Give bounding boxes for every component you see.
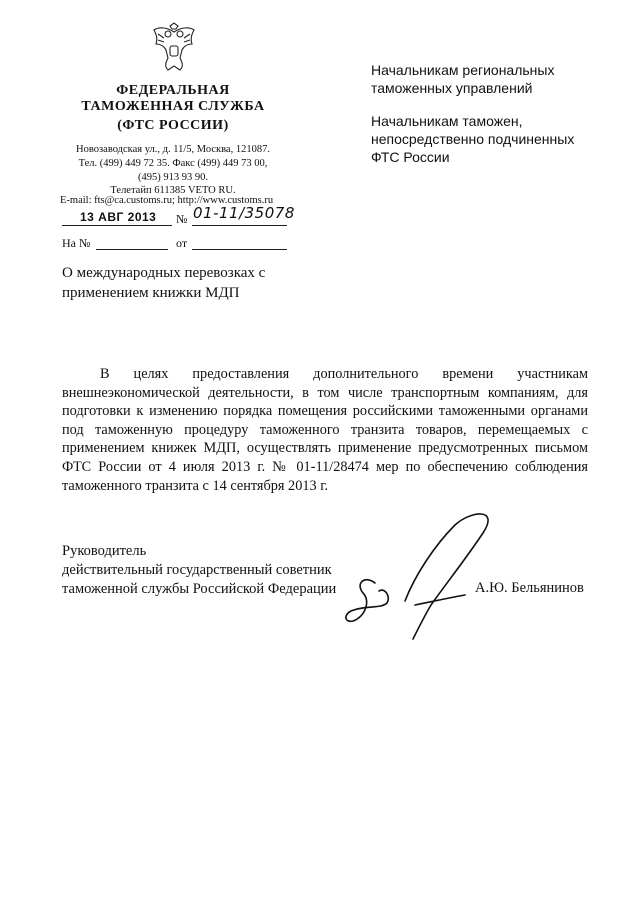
signatory-title-line2: действительный государственный советник <box>62 562 332 578</box>
double-headed-eagle-emblem-icon <box>150 22 198 74</box>
addressee-customs <box>371 112 574 166</box>
teletype-line: Телетайп 611385 VETO RU. <box>110 185 236 196</box>
subject-line1: О международных перевозках с <box>62 265 266 281</box>
addressee-regional <box>371 61 554 97</box>
registration-number: 01-11/35078 <box>193 204 295 222</box>
phone-line: Тел. (499) 449 72 35. Факс (499) 449 73 00, <box>78 158 268 169</box>
addressee-regional-line2: таможенных управлений <box>371 80 533 96</box>
org-name-line1: ФЕДЕРАЛЬНАЯ <box>116 83 230 98</box>
org-name-line2: ТАМОЖЕННАЯ СЛУЖБА <box>81 99 265 114</box>
handwritten-signature <box>335 505 510 645</box>
letter-body <box>62 365 588 495</box>
reply-number-line <box>96 249 168 250</box>
reply-date-line <box>192 249 287 250</box>
addressee-customs-line1: Начальникам таможен, <box>371 113 523 129</box>
registration-date-stamp: 13 АВГ 2013 <box>80 210 157 224</box>
signatory-title-line3: таможенной службы Российской Федерации <box>62 581 337 597</box>
email-web-line: E-mail: fts@ca.customs.ru; http://www.customs.ru <box>60 195 274 206</box>
letter-subject <box>62 263 322 303</box>
org-name-abbreviation: (ФТС РОССИИ) <box>117 118 229 133</box>
from-date-label: от <box>176 236 188 250</box>
signatory-title-line1: Руководитель <box>62 543 147 559</box>
addressee-regional-line1: Начальникам региональных <box>371 62 555 78</box>
number-label: № <box>176 212 188 226</box>
subject-line2: применением книжки МДП <box>62 285 240 301</box>
addressee-customs-line3: ФТС России <box>371 149 450 165</box>
signatory-name: А.Ю. Бельянинов <box>475 580 584 596</box>
addressee-customs-line2: непосредственно подчиненных <box>371 131 575 147</box>
reply-to-label: На № <box>62 236 91 250</box>
signatory-title <box>62 542 336 599</box>
date-underline <box>62 225 172 226</box>
number-underline <box>192 225 287 226</box>
phone-line-2: (495) 913 93 90. <box>138 172 208 183</box>
body-paragraph: В целях предоставления дополнительного времени участникам внешнеэкономической деятельности, в том числе транспортным компаниям, для подготовки к изменению порядка помещения российскими таможенными органами под таможенную процедуру таможенного транзита товаров, перемещаемых с применением книжек МДП, осуществлять применение предусмотренных письмом ФТС России от 4 июля 2013 г. № 01-11/28474 мер по обеспечению соблюдения таможенного транзита с 14 сентября 2013 г. <box>62 366 588 494</box>
address-line: Новозаводская ул., д. 11/5, Москва, 121087. <box>76 144 270 155</box>
